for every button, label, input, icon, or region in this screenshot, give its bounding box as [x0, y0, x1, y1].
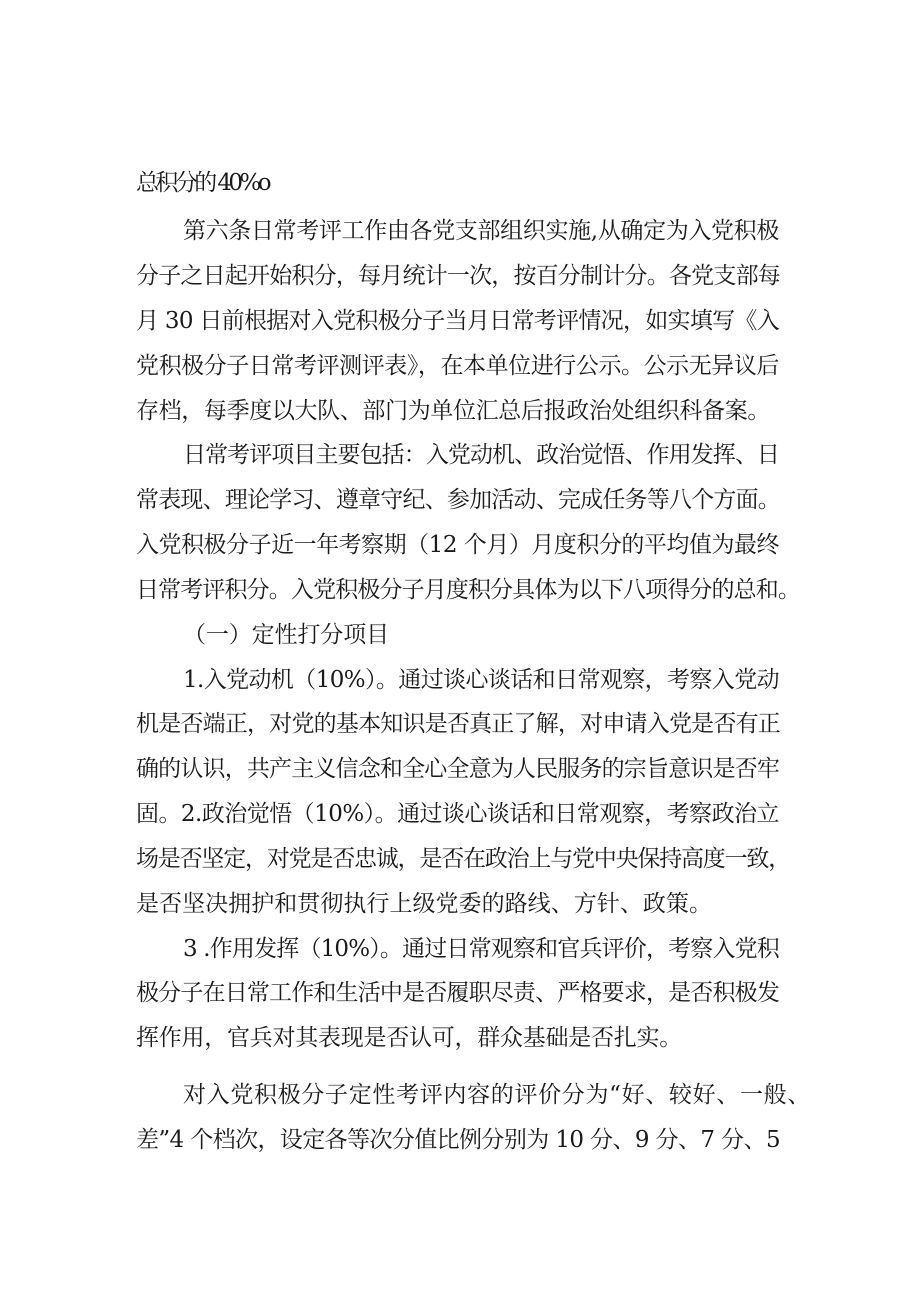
document-page: 总积分的 40%o 第六条日常考评工作由各党支部组织实施,从确定为入党积极 分子之日起开始积分，每月统计一次，按百分制计分。各党支部每 月 30 日前根据对入党积极分子当月日常考评情况，如实填写《入 党积极分子日常考评测评表》，在本单位进行公示。公示无异议后 存档，每季度以大队、部门为单位汇总后报政治处组织科备案。 日常考评项目主要包括：入党动机、政治觉悟、作用发挥、日 常表现、理论学习、遵章守纪、参加活动、完成任务等八个方面。 入党积极分子近一年考察期（12 个月）月度积分的平均值为最终 日常考评积分。入党积极分子月度积分具体为以下八项得分的总和。 （一）定性打分项目 1.入党动机（10%）。通过谈心谈话和日常观察，考察入党动 机是否端正，对党的基本知识是否真正了解，对申请入党是否有正 确的认识，共产主义信念和全心全意为人民服务的宗旨意识是否牢 固。2.政治觉悟（10%）。通过谈心谈话和日常观察，考察政治立 场是否坚定，对党是否忠诚，是否在政治上与党中央保持高度一致， 是否坚决拥护和贯彻执行上级党委的路线、方针、政策。 3 .作用发挥（10%）。通过日常观察和官兵评价，考察入党积 极分子在日常工作和生活中是否履职尽责、严格要求，是否积极发 挥作用，官兵对其表现是否认可，群众基础是否扎实。 对入党积极分子定性考评内容的评价分为“好、较好、一般、 差”4 个档次，设定各等次分值比例分别为 10 分、9 分、7 分、5	[0, 0, 920, 1301]
